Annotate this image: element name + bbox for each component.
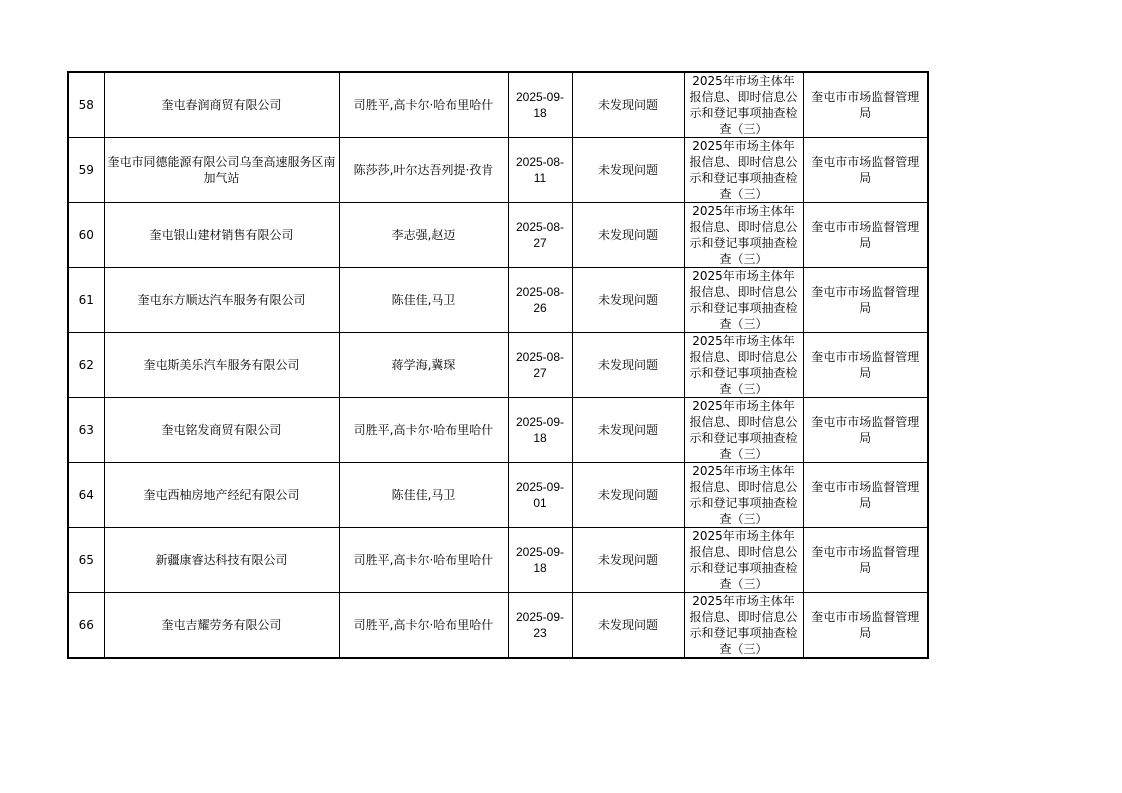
authority-cell: 奎屯市市场监督管理局 xyxy=(803,528,928,593)
inspectors-cell: 陈佳佳,马卫 xyxy=(339,463,508,528)
company-name-cell: 新疆康睿达科技有限公司 xyxy=(104,528,339,593)
company-name-cell: 奎屯斯美乐汽车服务有限公司 xyxy=(104,333,339,398)
inspectors-cell: 李志强,赵迈 xyxy=(339,203,508,268)
company-name-cell: 奎屯市同德能源有限公司乌奎高速服务区南加气站 xyxy=(104,138,339,203)
inspectors-cell: 司胜平,高卡尔·哈布里哈什 xyxy=(339,593,508,659)
result-cell: 未发现问题 xyxy=(572,593,684,659)
inspection-task-cell: 2025年市场主体年报信息、即时信息公示和登记事项抽查检查（三） xyxy=(684,593,803,659)
inspection-results-table xyxy=(67,71,929,659)
table-row xyxy=(68,203,928,268)
result-cell: 未发现问题 xyxy=(572,72,684,138)
inspection-date-cell: 2025-09-18 xyxy=(508,72,572,138)
table-body xyxy=(68,72,928,658)
row-number-cell: 59 xyxy=(68,138,104,203)
inspectors-cell: 司胜平,高卡尔·哈布里哈什 xyxy=(339,72,508,138)
result-cell: 未发现问题 xyxy=(572,268,684,333)
result-cell: 未发现问题 xyxy=(572,333,684,398)
inspectors-cell: 陈佳佳,马卫 xyxy=(339,268,508,333)
company-name-cell: 奎屯西柚房地产经纪有限公司 xyxy=(104,463,339,528)
authority-cell: 奎屯市市场监督管理局 xyxy=(803,463,928,528)
authority-cell: 奎屯市市场监督管理局 xyxy=(803,398,928,463)
inspection-date-cell: 2025-09-01 xyxy=(508,463,572,528)
inspection-task-cell: 2025年市场主体年报信息、即时信息公示和登记事项抽查检查（三） xyxy=(684,72,803,138)
authority-cell: 奎屯市市场监督管理局 xyxy=(803,203,928,268)
row-number-cell: 66 xyxy=(68,593,104,659)
table-row xyxy=(68,72,928,138)
row-number-cell: 61 xyxy=(68,268,104,333)
inspection-task-cell: 2025年市场主体年报信息、即时信息公示和登记事项抽查检查（三） xyxy=(684,138,803,203)
inspectors-cell: 陈莎莎,叶尔达吾列提·孜肯 xyxy=(339,138,508,203)
table-row xyxy=(68,593,928,659)
company-name-cell: 奎屯吉耀劳务有限公司 xyxy=(104,593,339,659)
result-cell: 未发现问题 xyxy=(572,398,684,463)
row-number-cell: 60 xyxy=(68,203,104,268)
table-row xyxy=(68,138,928,203)
row-number-cell: 65 xyxy=(68,528,104,593)
authority-cell: 奎屯市市场监督管理局 xyxy=(803,333,928,398)
row-number-cell: 63 xyxy=(68,398,104,463)
result-cell: 未发现问题 xyxy=(572,138,684,203)
inspection-date-cell: 2025-09-23 xyxy=(508,593,572,659)
inspectors-cell: 司胜平,高卡尔·哈布里哈什 xyxy=(339,528,508,593)
company-name-cell: 奎屯铭发商贸有限公司 xyxy=(104,398,339,463)
row-number-cell: 62 xyxy=(68,333,104,398)
authority-cell: 奎屯市市场监督管理局 xyxy=(803,72,928,138)
result-cell: 未发现问题 xyxy=(572,463,684,528)
inspection-task-cell: 2025年市场主体年报信息、即时信息公示和登记事项抽查检查（三） xyxy=(684,398,803,463)
company-name-cell: 奎屯银山建材销售有限公司 xyxy=(104,203,339,268)
row-number-cell: 64 xyxy=(68,463,104,528)
inspection-date-cell: 2025-08-26 xyxy=(508,268,572,333)
inspection-date-cell: 2025-09-18 xyxy=(508,398,572,463)
inspection-task-cell: 2025年市场主体年报信息、即时信息公示和登记事项抽查检查（三） xyxy=(684,463,803,528)
table-row xyxy=(68,463,928,528)
company-name-cell: 奎屯东方顺达汽车服务有限公司 xyxy=(104,268,339,333)
inspectors-cell: 司胜平,高卡尔·哈布里哈什 xyxy=(339,398,508,463)
table-row xyxy=(68,333,928,398)
result-cell: 未发现问题 xyxy=(572,528,684,593)
inspection-date-cell: 2025-08-11 xyxy=(508,138,572,203)
inspection-task-cell: 2025年市场主体年报信息、即时信息公示和登记事项抽查检查（三） xyxy=(684,203,803,268)
company-name-cell: 奎屯春润商贸有限公司 xyxy=(104,72,339,138)
authority-cell: 奎屯市市场监督管理局 xyxy=(803,138,928,203)
inspection-date-cell: 2025-08-27 xyxy=(508,333,572,398)
result-cell: 未发现问题 xyxy=(572,203,684,268)
row-number-cell: 58 xyxy=(68,72,104,138)
inspectors-cell: 蒋学海,冀琛 xyxy=(339,333,508,398)
inspection-task-cell: 2025年市场主体年报信息、即时信息公示和登记事项抽查检查（三） xyxy=(684,528,803,593)
table-row xyxy=(68,398,928,463)
inspection-task-cell: 2025年市场主体年报信息、即时信息公示和登记事项抽查检查（三） xyxy=(684,268,803,333)
inspection-task-cell: 2025年市场主体年报信息、即时信息公示和登记事项抽查检查（三） xyxy=(684,333,803,398)
authority-cell: 奎屯市市场监督管理局 xyxy=(803,593,928,659)
inspection-date-cell: 2025-09-18 xyxy=(508,528,572,593)
inspection-date-cell: 2025-08-27 xyxy=(508,203,572,268)
table-row xyxy=(68,268,928,333)
authority-cell: 奎屯市市场监督管理局 xyxy=(803,268,928,333)
table-row xyxy=(68,528,928,593)
